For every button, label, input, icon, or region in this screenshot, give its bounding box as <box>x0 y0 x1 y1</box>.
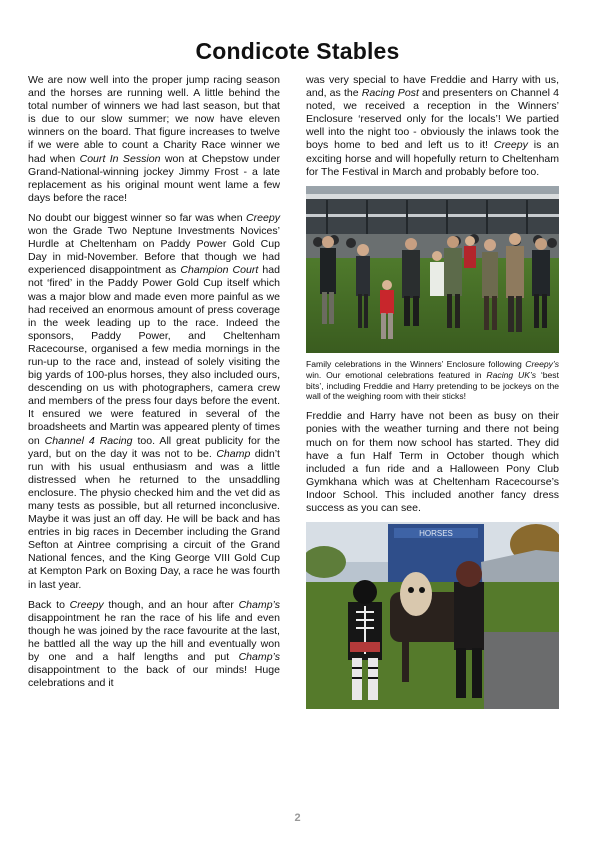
page-title: Condicote Stables <box>195 38 400 64</box>
halloween-costume-photo <box>306 522 559 709</box>
text-run: had not ‘fired’ in the Paddy Power Gold Cup itself which was a major blow and made even more painful as we had received an enormous amount of press coverage in the week leading up to the race. Indeed the sponsors, Paddy Power, and Cheltenham Racecourse, organised a few media mornings in the run-up to the race and, instead of solely visiting the big yards of 100-plus horses, they also included ours, descending on us with photographers, camera crew and members of the press four days before the event. It ensured we were featured in several of the broadsheets and Martin was appeared plenty of times on <box>28 264 281 447</box>
photo-caption <box>306 359 559 403</box>
text-run: disappointment he ran the race of his life and even though he was joined by the race favourite at the last, he battled all the way up the hill and eventually won by one and a half lengths and put <box>28 611 280 664</box>
text-run: No doubt our biggest winner so far was when <box>28 211 246 224</box>
text-run: won at Chepstow under Grand-National-winning jockey Jimmy Frost - a late replacement as his original mount went lame a few days before the race! <box>28 152 280 204</box>
italic-text-run: Court In Session <box>79 152 161 165</box>
article-paragraph-5 <box>306 410 559 515</box>
text-run: ‘best bits’, including Freddie and Harry pretending to be jockeys on the wall of the weighing room with their sticks! <box>306 369 559 402</box>
text-run: and presenters on Channel 4 noted, we received a reception in the Winners’ Enclosure ‘reserved only for the locals’! We partied well into the night too - obviously the inlaws took the boys home to bed and left us to it! <box>306 87 559 152</box>
italic-text-run: Creepy <box>493 139 528 152</box>
italic-text-run: Racing UK’s <box>486 369 536 380</box>
italic-text-run: Creepy <box>69 598 104 611</box>
italic-text-run: Channel 4 Racing <box>44 434 133 447</box>
italic-text-run: Creepy’s <box>525 358 559 369</box>
article-paragraph-1 <box>28 74 280 205</box>
right-column <box>306 74 559 715</box>
italic-text-run: Champ <box>216 447 251 460</box>
text-run: win. Our emotional celebrations featured in <box>306 369 487 380</box>
italic-text-run: Champ’s <box>238 598 280 611</box>
article-paragraph-4 <box>306 74 559 179</box>
italic-text-run: Champ’s <box>238 651 280 664</box>
text-run: We are now well into the proper jump racing season and the horses are running well. A little behind the total number of winners we had last season, but that is due to our slow summer; we now have eleven winners on the board. That figure increases to twelve if we were able to count a Charity Race winner we had when <box>28 74 280 165</box>
text-run: was very special to have Freddie and Harry with us, and, as the <box>306 74 559 100</box>
text-run: disappointment to the back of our minds! Huge celebrations and it <box>28 664 280 690</box>
text-run: Family celebrations in the Winners’ Enclosure following <box>306 358 526 369</box>
text-run: too. All great publicity for the yard, but on the day it was not to be. <box>28 434 280 460</box>
text-run: didn’t run with his usual enthusiasm and was a little distressed when he returned to the unsaddling enclosure. The physio checked him and the vet did as many tests as possible, but all returned inconclusive. Maybe it was just an off day. He will be back and has entries in big races in December including the Grand Sefton at Aintree comprising a circuit of the Grand National fences, and the King George VIII Gold Cup at Kempton Park on Boxing Day, a race he was fourth in last year. <box>28 447 280 591</box>
left-column <box>28 74 280 697</box>
page-number: 2 <box>294 812 301 824</box>
winners-enclosure-photo <box>306 186 559 353</box>
text-run: Freddie and Harry have not been as busy on their ponies with the weather turning and there not being much on for them now school has started. They did have a fun Half Term in October though which included a fun ride and a Halloween Pony Club Gymkhana which was at Cheltenham Racecourse’s Indoor School. This included another fancy dress success as you can see. <box>306 410 559 515</box>
text-run: is an exciting horse and will hopefully return to Cheltenham for The Festival in March and probably before too. <box>306 139 560 178</box>
article-paragraph-2 <box>28 212 280 592</box>
italic-text-run: Creepy <box>246 211 280 224</box>
text-run: though, and an hour after <box>103 598 239 611</box>
italic-text-run: Racing Post <box>361 87 419 100</box>
horsebox-sign: HORSES <box>419 529 453 539</box>
text-run: Back to <box>28 598 70 611</box>
article-paragraph-3 <box>28 599 280 691</box>
text-run: won the Grade Two Neptune Investments Novices’ Hurdle at Cheltenham on Paddy Power Gold Cup Day in mid-November. Before that though we had experienced disappointment as <box>28 225 280 277</box>
italic-text-run: Champion Court <box>180 264 259 277</box>
